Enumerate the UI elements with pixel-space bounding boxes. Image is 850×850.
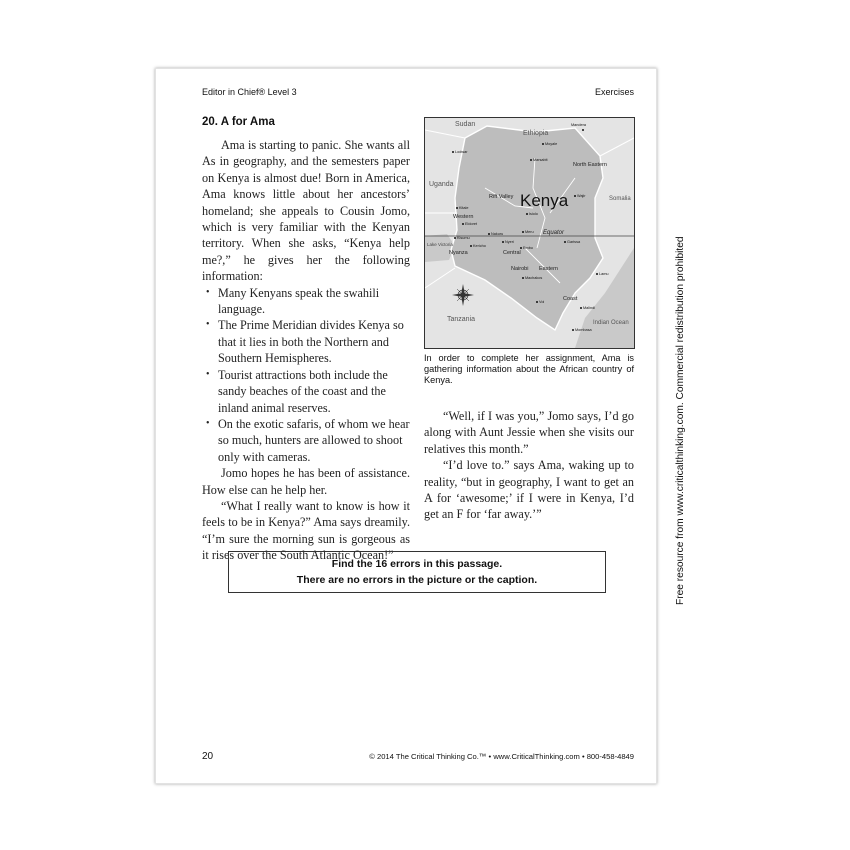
map-label-coast: Coast	[563, 296, 578, 302]
instruction-box	[228, 551, 606, 593]
map-label-nairobi: Nairobi	[511, 266, 529, 272]
paragraph-jomo-reply: “Well, if I was you,” Jomo says, I’d go along with Aunt Jessie when she visits our relatives this month.”	[424, 409, 634, 456]
city-garissa: Garissa	[567, 240, 581, 244]
city-lamu: Lamu	[599, 272, 609, 276]
map-label-ethiopia: Ethiopia	[523, 130, 549, 137]
city-kericho: Kericho	[473, 244, 486, 248]
page-number: 20	[202, 751, 214, 762]
map-label-tanzania: Tanzania	[447, 316, 476, 323]
paragraph-jomo-hopes: Jomo hopes he has been of assistance. How else can he help her.	[202, 466, 410, 497]
city-mombasa: Mombasa	[575, 328, 592, 332]
city-nyeri: Nyeri	[505, 240, 514, 244]
worksheet-page	[155, 68, 657, 784]
city-marsabit: Marsabit	[533, 158, 548, 162]
map-label-eastern: Eastern	[539, 266, 558, 272]
map-caption: In order to complete her assignment, Ama is gathering information about the African country of Kenya.	[424, 353, 634, 385]
bullet-item: • Tourist attractions both include the sandy beaches of the coast and the inland animal reserves.	[202, 367, 410, 416]
paragraph-ama-dreams: “What I really want to know is how it feels to be in Kenya?” Ama says dreamily. “I’m sure the morning sun is gorgeous as it rises over the South Atlantic Ocean!”	[202, 498, 410, 563]
city-eldoret: Eldoret	[465, 222, 478, 226]
bullet-item: • Many Kenyans speak the swahili language.	[202, 285, 410, 318]
city-wajir: Wajir	[577, 194, 586, 198]
redistribution-notice: Free resource from www.criticalthinking.com. Commercial redistribution prohibited	[675, 236, 686, 605]
map-label-sudan: Sudan	[455, 121, 476, 128]
city-moyale: Moyale	[545, 142, 558, 146]
bullet-item: • The Prime Meridian divides Kenya so that it lies in both the Northern and Southern Hemispheres.	[202, 317, 410, 366]
map-label-rift-valley: Rift Valley	[489, 194, 514, 200]
map-label-nyanza: Nyanza	[449, 250, 468, 256]
city-lodwar: Lodwar	[455, 150, 468, 154]
city-isiolo: Isiolo	[529, 212, 538, 216]
bullet-item: • On the exotic safaris, of whom we hear so much, hunters are allowed to shoot only with cameras.	[202, 416, 410, 465]
paragraph-ama-reply: “I’d love to.” says Ama, waking up to reality, “but in geography, I want to get an A for ‘awesome;’ if I were in Kenya, I’d get an F for ‘far away.’”	[424, 458, 634, 522]
info-bullet-list	[202, 285, 410, 465]
exercise-title: 20. A for Ama	[202, 116, 275, 128]
kenya-map	[424, 117, 635, 349]
city-malindi: Malindi	[583, 306, 596, 310]
instruction-line-1: Find the 16 errors in this passage.	[331, 558, 503, 570]
header-section: Exercises	[594, 87, 634, 97]
map-label-somalia: Somalia	[609, 196, 631, 202]
map-title-kenya: Kenya	[520, 191, 569, 210]
city-voi: Voi	[539, 300, 545, 304]
header-book-title: Editor in Chief® Level 3	[202, 87, 297, 97]
city-meru: Meru	[525, 230, 534, 234]
map-label-indian-ocean: Indian Ocean	[593, 320, 629, 326]
city-kitale: Kitale	[459, 206, 469, 210]
instruction-line-2: There are no errors in the picture or the caption.	[296, 574, 538, 586]
city-mandera: Mandera	[571, 123, 586, 127]
right-column	[424, 408, 634, 523]
map-label-central: Central	[503, 250, 521, 256]
map-label-lake-victoria: Lake Victoria	[427, 242, 453, 247]
city-kisumu: Kisumu	[457, 236, 470, 240]
map-label-equator: Equator	[543, 230, 565, 236]
city-machakos: Machakos	[525, 276, 543, 280]
paragraph-intro: Ama is starting to panic. She wants all As in geography, and the semesters paper on Kenya is almost due! Born in America, Ama knows little about her ancestors’ homeland; she appeals to Cousin Jomo, which is very familiar with the Kenyan territory. When she asks, “Kenya help me?,” he gives her the following information:	[202, 138, 410, 284]
map-label-western: Western	[453, 214, 474, 220]
footer-copyright: © 2014 The Critical Thinking Co.™ • www.CriticalThinking.com • 800-458-4849	[369, 752, 634, 761]
map-label-north-eastern: North Eastern	[573, 162, 607, 168]
city-nakuru: Nakuru	[491, 232, 504, 236]
city-embu: Embu	[523, 246, 533, 250]
left-column	[202, 137, 410, 564]
map-label-uganda: Uganda	[429, 181, 454, 188]
